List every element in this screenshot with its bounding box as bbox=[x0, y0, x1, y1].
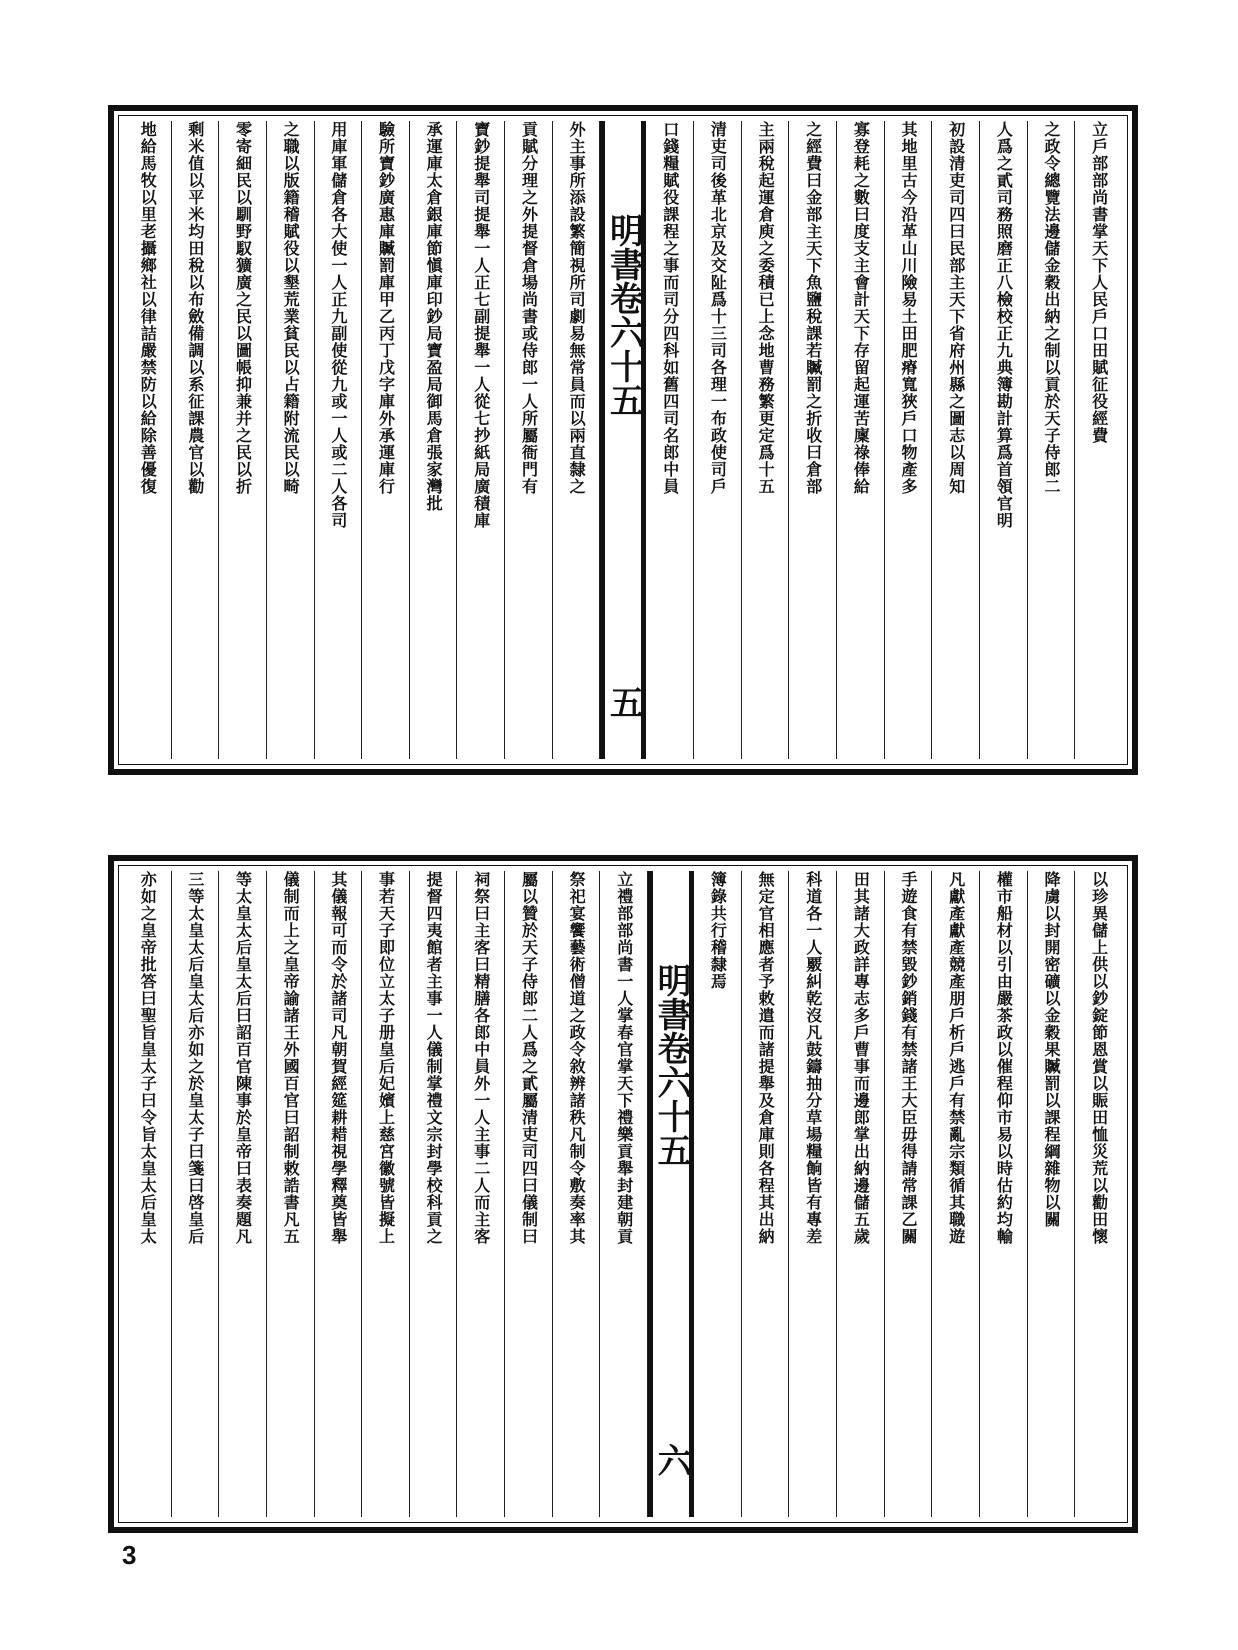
text-line: 其儀報可而令於諸司凡朝賀經筵耕耤視學釋奠皆舉 bbox=[328, 871, 348, 1245]
text-line: 貢賦分理之外提督倉場尚書或侍郎一人所屬衙門有 bbox=[519, 121, 539, 495]
text-line: 亦如之皇帝批答曰聖旨皇太子曰令旨太皇太后皇太 bbox=[138, 871, 158, 1245]
lower-text-column bbox=[932, 871, 980, 1517]
text-line: 祠祭曰主客曰精膳各郎中員外一人主事二人而主客 bbox=[471, 871, 491, 1245]
text-line: 事若天子即位立太子册皇后妃嬪上慈宮徽號皆擬上 bbox=[376, 871, 396, 1245]
upper-text-column bbox=[1075, 121, 1122, 759]
lower-text-column bbox=[742, 871, 790, 1517]
text-line: 人爲之貳司務照磨正八檢校正九典簿勘計算爲首領官明 bbox=[994, 121, 1014, 529]
text-line: 無定官相應者予敕遣而諸提舉及倉庫則各程其出納 bbox=[756, 871, 776, 1245]
text-line: 手遊食有禁毀鈔銷錢有禁諸王大臣毋得請常課乙關 bbox=[899, 871, 919, 1245]
text-line: 凡獻產獻產競產朋戶析戶逃戶有禁亂宗類循其職遊 bbox=[946, 871, 966, 1245]
upper-text-column bbox=[885, 121, 933, 759]
text-line: 外主事所添設繁簡視所司劇易無常員而以兩直隸之 bbox=[567, 121, 587, 495]
upper-text-column bbox=[837, 121, 885, 759]
text-line: 祭祀宴饗藝術僧道之政令敘辨諸秩凡制令敷奏率其 bbox=[567, 871, 587, 1245]
text-line: 田其諸大政詳專志多戶曹事而邊郎掌出納邊儲五歲 bbox=[851, 871, 871, 1245]
upper-text-column bbox=[694, 121, 742, 759]
text-line: 清吏司後革北京及交阯爲十三司各理一布政使司戶 bbox=[708, 121, 728, 495]
text-line: 以珍異儲上供以鈔錠節恩賞以賑田恤災荒以勸田懷 bbox=[1089, 871, 1109, 1245]
text-line: 屬以贊於天子侍郎二人爲之貳屬清吏司四曰儀制曰 bbox=[519, 871, 539, 1245]
lower-text-column bbox=[362, 871, 410, 1517]
text-line: 剩米值以平米均田稅以布斂備調以系征課農官以勸 bbox=[185, 121, 205, 495]
text-line: 驗所寶鈔廣惠庫贓罰庫甲乙丙丁戊字庫外承運庫行 bbox=[376, 121, 396, 495]
book-title: 明書卷六十五 bbox=[651, 963, 692, 1167]
upper-text-column bbox=[505, 121, 553, 759]
upper-text-column bbox=[980, 121, 1028, 759]
folio-number: 五 bbox=[603, 685, 644, 719]
text-line: 立禮部部尚書一人掌春官掌天下禮樂貢舉封建朝貢 bbox=[614, 871, 634, 1245]
upper-text-column bbox=[315, 121, 363, 759]
text-line: 寡登耗之數曰度支主會計天下存留起運苦廩祿俸給 bbox=[851, 121, 871, 495]
text-line: 簿錄共行稽隸焉 bbox=[708, 871, 728, 990]
lower-text-column bbox=[789, 871, 837, 1517]
upper-text-column bbox=[457, 121, 505, 759]
upper-center-fold bbox=[600, 121, 646, 759]
lower-text-column bbox=[1075, 871, 1122, 1517]
lower-text-column bbox=[505, 871, 553, 1517]
text-line: 地給馬牧以里老攝鄉社以律詰嚴禁防以給除善優復 bbox=[138, 121, 158, 495]
lower-text-column bbox=[694, 871, 742, 1517]
lower-text-column bbox=[410, 871, 458, 1517]
lower-text-column bbox=[837, 871, 885, 1517]
text-line: 儀制而上之皇帝諭諸王外國百官曰詔制敕誥書凡五 bbox=[281, 871, 301, 1245]
upper-text-column bbox=[362, 121, 410, 759]
lower-center-fold bbox=[648, 871, 694, 1517]
upper-text-column bbox=[267, 121, 315, 759]
lower-text-column bbox=[124, 871, 172, 1517]
lower-page bbox=[108, 855, 1138, 1533]
upper-text-column bbox=[1028, 121, 1076, 759]
upper-text-column bbox=[789, 121, 837, 759]
text-line: 科道各一人覈糾乾沒凡鼓鑄抽分草場糧餉皆有專差 bbox=[803, 871, 823, 1245]
book-title: 明書卷六十五 bbox=[603, 213, 644, 417]
text-line: 口錢糧賦役課程之事而司分四科如舊四司名郎中員 bbox=[660, 121, 680, 495]
upper-text-column bbox=[646, 121, 694, 759]
page-number: 3 bbox=[122, 1540, 137, 1570]
upper-text-column bbox=[124, 121, 172, 759]
text-line: 降虜以封開密礦以金穀果贓罰以課程綱雜物以關 bbox=[1042, 871, 1062, 1228]
lower-text-column bbox=[553, 871, 601, 1517]
lower-text-column bbox=[600, 871, 648, 1517]
text-line: 等太皇太后皇太后曰詔百官陳事於皇帝曰表奏題凡 bbox=[233, 871, 253, 1245]
text-line: 承運庫太倉銀庫節愼庫印鈔局寶盈局御馬倉張家灣批 bbox=[424, 121, 444, 512]
text-line: 立戶部部尚書掌天下人民戶口田賦征役經費 bbox=[1089, 121, 1109, 444]
lower-text-column bbox=[315, 871, 363, 1517]
text-line: 之職以版籍稽賦役以墾荒業貧民以占籍附流民以畸 bbox=[281, 121, 301, 495]
upper-columns bbox=[124, 121, 1122, 759]
text-line: 用庫軍儲倉各大使一人正九副使從九或一人或二人各司 bbox=[328, 121, 348, 529]
text-line: 提督四夷館者主事一人儀制掌禮文宗封學校科貢之 bbox=[424, 871, 444, 1245]
text-line: 權市船材以引由嚴茶政以催程仰市易以時估約均輸 bbox=[994, 871, 1014, 1245]
text-line: 主兩稅起運倉庾之委積已上念地曹務繁更定爲十五 bbox=[756, 121, 776, 495]
lower-text-column bbox=[885, 871, 933, 1517]
upper-text-column bbox=[219, 121, 267, 759]
upper-text-column bbox=[742, 121, 790, 759]
text-line: 初設清吏司四曰民部主天下省府州縣之圖志以周知 bbox=[946, 121, 966, 495]
folio-number: 六 bbox=[651, 1443, 692, 1477]
lower-text-column bbox=[172, 871, 220, 1517]
text-line: 零寄細民以馴野馭獷廣之民以圖帳抑兼并之民以折 bbox=[233, 121, 253, 495]
upper-page bbox=[108, 105, 1138, 775]
lower-columns bbox=[124, 871, 1122, 1517]
upper-text-column bbox=[410, 121, 458, 759]
upper-text-column bbox=[932, 121, 980, 759]
text-line: 其地里古今沿革山川險易土田肥瘠寬狹戶口物產多 bbox=[899, 121, 919, 495]
lower-text-column bbox=[980, 871, 1028, 1517]
lower-text-column bbox=[267, 871, 315, 1517]
lower-text-column bbox=[219, 871, 267, 1517]
lower-text-column bbox=[1028, 871, 1076, 1517]
text-line: 之經費曰金部主天下魚鹽稅課若贓罰之折收曰倉部 bbox=[803, 121, 823, 495]
lower-text-column bbox=[457, 871, 505, 1517]
text-line: 三等太皇太后皇太后亦如之於皇太子曰箋曰啓皇后 bbox=[185, 871, 205, 1245]
upper-text-column bbox=[553, 121, 601, 759]
upper-text-column bbox=[172, 121, 220, 759]
text-line: 之政令總覽法邊儲金穀出納之制以貢於天子侍郎二 bbox=[1042, 121, 1062, 495]
text-line: 寶鈔提舉司提舉一人正七副提舉一人從七抄紙局廣積庫 bbox=[471, 121, 491, 529]
